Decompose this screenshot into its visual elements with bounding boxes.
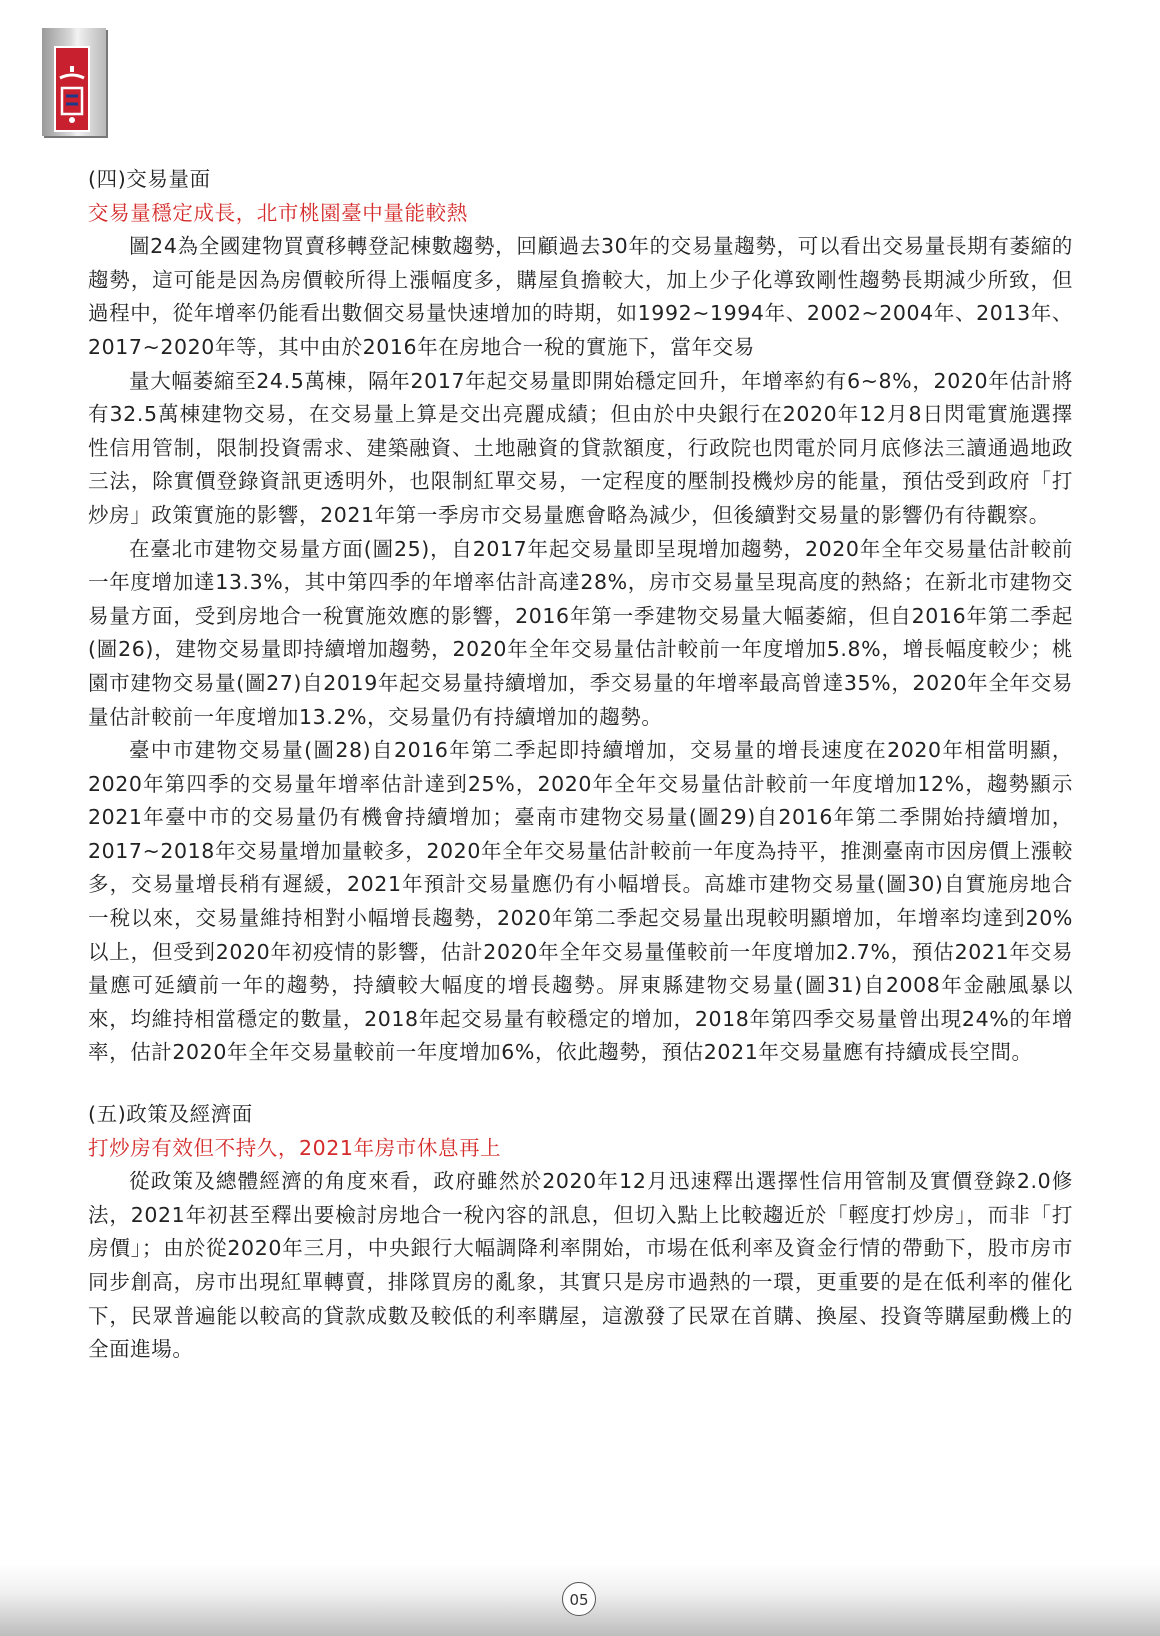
paragraph: 圖24為全國建物買賣移轉登記棟數趨勢，回顧過去30年的交易量趨勢，可以看出交易量長期有萎縮的趨勢，這可能是因為房價較所得上漲幅度多，購屋負擔較大，加上少子化導致剛性趨勢長期減少所致，但過程中，從年增率仍能看出數個交易量快速增加的時期，如1992~1994年、2002~2004年、2013年、2017~2020年等，其中由於2016年在房地合一稅的實施下，當年交易 [88, 234, 1073, 359]
paragraph: 臺中市建物交易量(圖28)自2016年第二季起即持續增加，交易量的增長速度在2020年相當明顯，2020年第四季的交易量年增率估計達到25%，2020年全年交易量估計較前一年度增加12%，趨勢顯示2021年臺中市的交易量仍有機會持續增加；臺南市建物交易量(圖29)自2016年第二季開始持續增加，2017~2018年交易量增加量較多，2020年全年交易量估計較前一年度為持平，推測臺南市因房價上漲較多，交易量增長稍有遲緩，2021年預計交易量應仍有小幅增長。高雄市建物交易量(圖30)自實施房地合一稅以來，交易量維持相對小幅增長趨勢，2020年第二季起交易量出現較明顯增加，年增率均達到20%以上，但受到2020年初疫情的影響，估計2020年全年交易量僅較前一年度增加2.7%，預估2021年交易量應可延續前一年的趨勢，持續較大幅度的增長趨勢。屏東縣建物交易量(圖31)自2008年金融風暴以來，均維持相當穩定的數量，2018年起交易量有較穩定的增加，2018年第四季交易量曾出現24%的年增率，估計2020年全年交易量較前一年度增加6%，依此趨勢，預估2021年交易量應有持續成長空間。 [88, 738, 1073, 1065]
logo-mark-icon [56, 48, 88, 130]
logo-emblem [54, 46, 90, 132]
section-4-heading: (四)交易量面 [88, 167, 211, 191]
paragraph: 在臺北市建物交易量方面(圖25)，自2017年起交易量即呈現增加趨勢，2020年全年交易量估計較前一年度增加達13.3%，其中第四季的年增率估計高達28%，房市交易量呈現高度的熱絡；在新北市建物交易量方面，受到房地合一稅實施效應的影響，2016年第一季建物交易量大幅萎縮，但自2016年第二季起(圖26)，建物交易量即持續增加趨勢，2020年全年交易量估計較前一年度增加5.8%，增長幅度較少；桃園市建物交易量(圖27)自2019年起交易量持續增加，季交易量的年增率最高曾達35%，2020年全年交易量估計較前一年度增加13.2%，交易量仍有持續增加的趨勢。 [88, 536, 1073, 729]
logo [42, 28, 106, 136]
section-4-subheading: 交易量穩定成長，北市桃園臺中量能較熱 [88, 200, 468, 225]
page-number: 05 [562, 1582, 596, 1616]
paragraph: 從政策及總體經濟的角度來看，政府雖然於2020年12月迅速釋出選擇性信用管制及實價登錄2.0修法，2021年初甚至釋出要檢討房地合一稅內容的訊息，但切入點上比較趨近於「輕度打炒房」，而非「打房價」；由於從2020年三月，中央銀行大幅調降利率開始，市場在低利率及資金行情的帶動下，股市房市同步創高，房市出現紅單轉賣，排隊買房的亂象，其實只是房市過熱的一環，更重要的是在低利率的催化下，民眾普遍能以較高的貸款成數及較低的利率購屋，這激發了民眾在首購、換屋、投資等購屋動機上的全面進場。 [88, 1169, 1073, 1362]
section-5-heading: (五)政策及經濟面 [88, 1102, 253, 1127]
page-content [88, 163, 1073, 1367]
paragraph: 量大幅萎縮至24.5萬棟，隔年2017年起交易量即開始穩定回升，年增率約有6~8%，2020年估計將有32.5萬棟建物交易，在交易量上算是交出亮麗成績；但由於中央銀行在2020年12月8日閃電實施選擇性信用管制，限制投資需求、建築融資、土地融資的貸款額度，行政院也閃電於同月底修法三讀通過地政三法，除實價登錄資訊更透明外，也限制紅單交易，一定程度的壓制投機炒房的能量，預估受到政府「打炒房」政策實施的影響，2021年第一季房市交易量應會略為減少，但後續對交易量的影響仍有待觀察。 [88, 368, 1073, 527]
section-5 [88, 1098, 1073, 1367]
section-5-subheading: 打炒房有效但不持久，2021年房市休息再上 [88, 1135, 502, 1160]
